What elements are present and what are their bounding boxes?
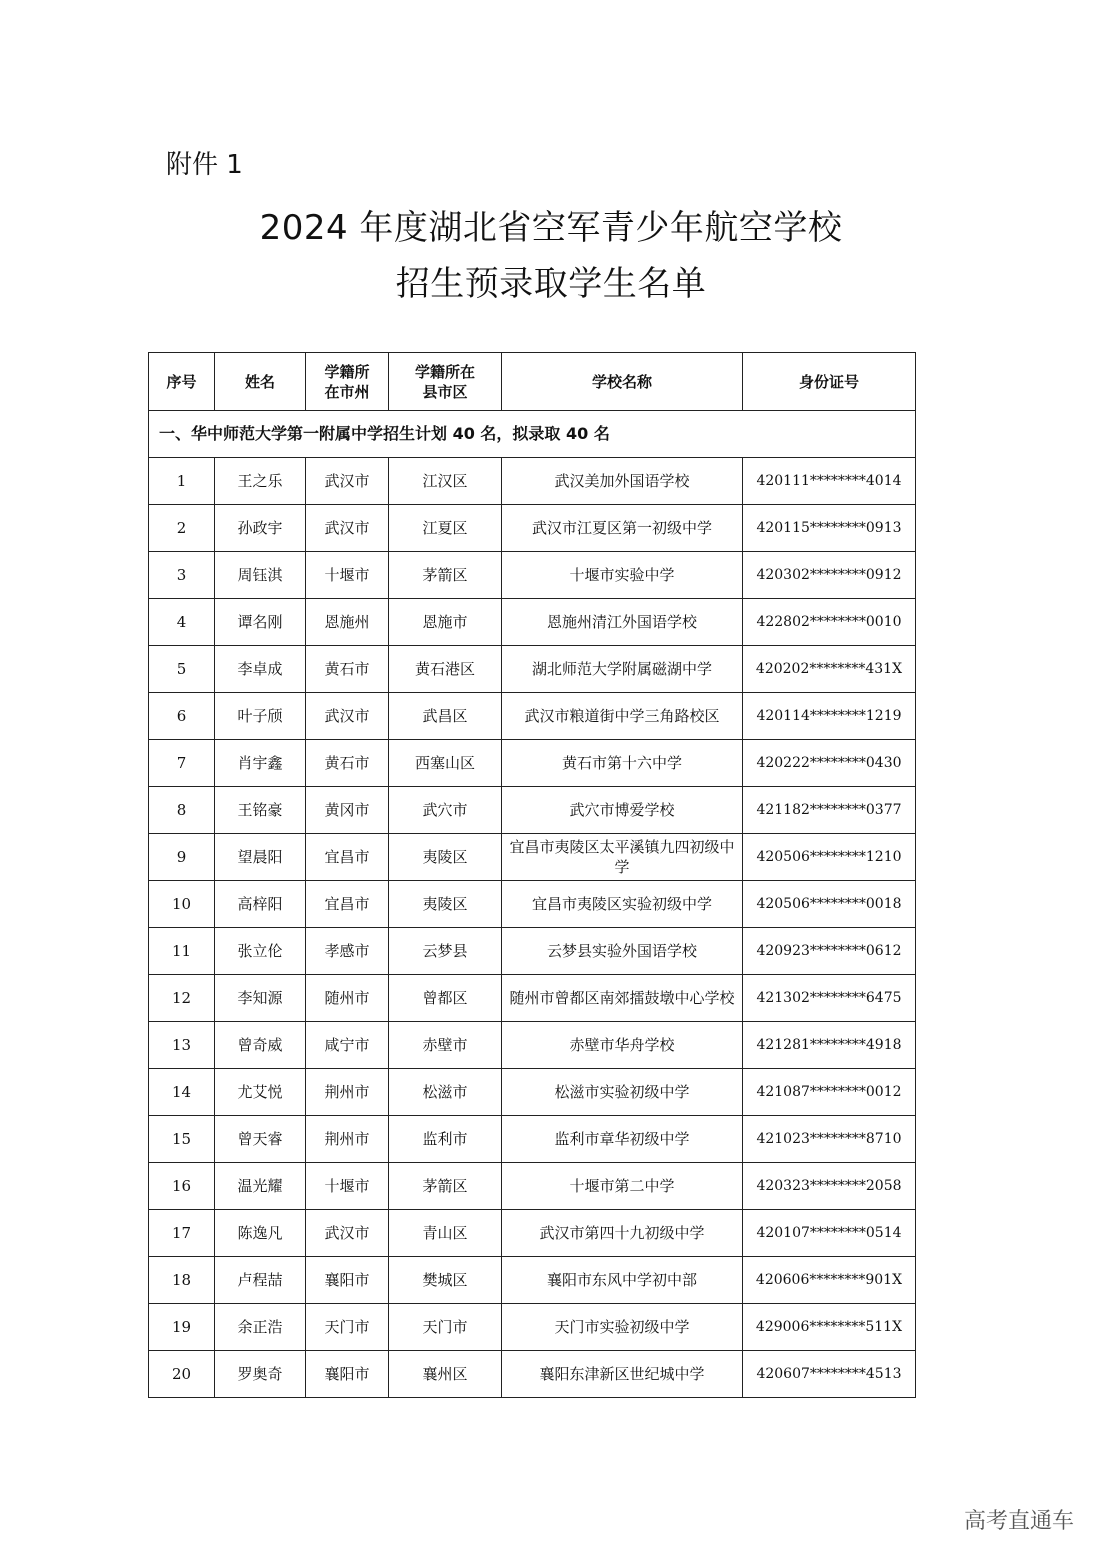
cell-county: 襄州区 xyxy=(389,1351,502,1398)
table-row xyxy=(149,693,916,740)
cell-name: 王之乐 xyxy=(215,458,306,505)
cell-county: 恩施市 xyxy=(389,599,502,646)
cell-seq: 3 xyxy=(149,552,215,599)
cell-county: 赤壁市 xyxy=(389,1022,502,1069)
cell-city: 随州市 xyxy=(306,975,389,1022)
table-row xyxy=(149,1210,916,1257)
table-header-row xyxy=(149,353,916,411)
cell-id: 421281********4918 xyxy=(743,1022,916,1069)
cell-id: 420506********1210 xyxy=(743,834,916,881)
cell-id: 420302********0912 xyxy=(743,552,916,599)
cell-seq: 13 xyxy=(149,1022,215,1069)
cell-name: 孙政宇 xyxy=(215,505,306,552)
cell-name: 余正浩 xyxy=(215,1304,306,1351)
section-title: 一、华中师范大学第一附属中学招生计划 40 名，拟录取 40 名 xyxy=(149,411,916,458)
cell-school: 十堰市第二中学 xyxy=(502,1163,743,1210)
cell-seq: 15 xyxy=(149,1116,215,1163)
cell-seq: 6 xyxy=(149,693,215,740)
attachment-label: 附件 1 xyxy=(166,150,243,180)
cell-county: 武穴市 xyxy=(389,787,502,834)
table-row xyxy=(149,1257,916,1304)
header-city xyxy=(306,353,389,411)
cell-city: 宜昌市 xyxy=(306,834,389,881)
cell-school: 武汉市第四十九初级中学 xyxy=(502,1210,743,1257)
cell-seq: 19 xyxy=(149,1304,215,1351)
table-row xyxy=(149,740,916,787)
cell-id: 420506********0018 xyxy=(743,881,916,928)
table-row xyxy=(149,458,916,505)
cell-county: 西塞山区 xyxy=(389,740,502,787)
cell-school: 襄阳市东风中学初中部 xyxy=(502,1257,743,1304)
cell-city: 天门市 xyxy=(306,1304,389,1351)
document-title: 2024 年度湖北省空军青少年航空学校 xyxy=(259,208,843,248)
cell-id: 420114********1219 xyxy=(743,693,916,740)
cell-school: 恩施州清江外国语学校 xyxy=(502,599,743,646)
cell-name: 尤艾悦 xyxy=(215,1069,306,1116)
cell-school: 松滋市实验初级中学 xyxy=(502,1069,743,1116)
cell-school: 十堰市实验中学 xyxy=(502,552,743,599)
cell-seq: 18 xyxy=(149,1257,215,1304)
cell-seq: 5 xyxy=(149,646,215,693)
table-row xyxy=(149,552,916,599)
table-row xyxy=(149,975,916,1022)
table-row xyxy=(149,1069,916,1116)
cell-county: 夷陵区 xyxy=(389,881,502,928)
cell-school: 武穴市博爱学校 xyxy=(502,787,743,834)
table-row xyxy=(149,834,916,881)
header-county-line1: 学籍所在 xyxy=(414,362,475,381)
cell-school: 宜昌市夷陵区太平溪镇九四初级中学 xyxy=(502,834,743,881)
table-row xyxy=(149,787,916,834)
cell-name: 曾天睿 xyxy=(215,1116,306,1163)
cell-id: 420323********2058 xyxy=(743,1163,916,1210)
cell-id: 420606********901X xyxy=(743,1257,916,1304)
cell-seq: 9 xyxy=(149,834,215,881)
cell-county: 江汉区 xyxy=(389,458,502,505)
cell-school: 随州市曾都区南郊擂鼓墩中心学校 xyxy=(502,975,743,1022)
cell-school: 武汉市江夏区第一初级中学 xyxy=(502,505,743,552)
table-row xyxy=(149,1351,916,1398)
cell-seq: 7 xyxy=(149,740,215,787)
cell-seq: 14 xyxy=(149,1069,215,1116)
cell-name: 高梓阳 xyxy=(215,881,306,928)
header-city-line2: 在市州 xyxy=(324,382,370,401)
header-city-line1: 学籍所 xyxy=(324,362,370,381)
cell-id: 420607********4513 xyxy=(743,1351,916,1398)
cell-id: 422802********0010 xyxy=(743,599,916,646)
cell-id: 421087********0012 xyxy=(743,1069,916,1116)
cell-seq: 8 xyxy=(149,787,215,834)
cell-city: 咸宁市 xyxy=(306,1022,389,1069)
cell-id: 420202********431X xyxy=(743,646,916,693)
cell-city: 荆州市 xyxy=(306,1069,389,1116)
cell-name: 肖宇鑫 xyxy=(215,740,306,787)
table-row xyxy=(149,505,916,552)
cell-school: 武汉美加外国语学校 xyxy=(502,458,743,505)
cell-id: 421182********0377 xyxy=(743,787,916,834)
cell-county: 黄石港区 xyxy=(389,646,502,693)
cell-seq: 20 xyxy=(149,1351,215,1398)
cell-seq: 12 xyxy=(149,975,215,1022)
cell-county: 云梦县 xyxy=(389,928,502,975)
header-name: 姓名 xyxy=(215,353,306,411)
header-seq: 序号 xyxy=(149,353,215,411)
cell-id: 420222********0430 xyxy=(743,740,916,787)
cell-county: 茅箭区 xyxy=(389,1163,502,1210)
table-row xyxy=(149,881,916,928)
cell-name: 罗奥奇 xyxy=(215,1351,306,1398)
cell-id: 420923********0612 xyxy=(743,928,916,975)
cell-name: 李卓成 xyxy=(215,646,306,693)
cell-seq: 2 xyxy=(149,505,215,552)
cell-city: 恩施州 xyxy=(306,599,389,646)
cell-school: 监利市章华初级中学 xyxy=(502,1116,743,1163)
cell-city: 黄冈市 xyxy=(306,787,389,834)
cell-school: 武汉市粮道街中学三角路校区 xyxy=(502,693,743,740)
table-row xyxy=(149,1304,916,1351)
cell-name: 李知源 xyxy=(215,975,306,1022)
section-row xyxy=(149,411,916,458)
cell-city: 襄阳市 xyxy=(306,1351,389,1398)
cell-seq: 1 xyxy=(149,458,215,505)
cell-id: 421023********8710 xyxy=(743,1116,916,1163)
header-county-line2: 县市区 xyxy=(422,382,468,401)
cell-name: 温光耀 xyxy=(215,1163,306,1210)
cell-county: 茅箭区 xyxy=(389,552,502,599)
cell-name: 曾奇威 xyxy=(215,1022,306,1069)
cell-id: 420111********4014 xyxy=(743,458,916,505)
cell-name: 卢程喆 xyxy=(215,1257,306,1304)
cell-school: 湖北师范大学附属磁湖中学 xyxy=(502,646,743,693)
document-subtitle: 招生预录取学生名单 xyxy=(395,264,707,304)
cell-name: 谭名刚 xyxy=(215,599,306,646)
table-row xyxy=(149,1022,916,1069)
cell-id: 421302********6475 xyxy=(743,975,916,1022)
cell-school: 天门市实验初级中学 xyxy=(502,1304,743,1351)
cell-city: 武汉市 xyxy=(306,505,389,552)
cell-school: 宜昌市夷陵区实验初级中学 xyxy=(502,881,743,928)
cell-county: 松滋市 xyxy=(389,1069,502,1116)
cell-county: 曾都区 xyxy=(389,975,502,1022)
cell-county: 青山区 xyxy=(389,1210,502,1257)
cell-city: 十堰市 xyxy=(306,1163,389,1210)
table-row xyxy=(149,1116,916,1163)
table-row xyxy=(149,928,916,975)
cell-id: 420107********0514 xyxy=(743,1210,916,1257)
header-id: 身份证号 xyxy=(743,353,916,411)
cell-county: 樊城区 xyxy=(389,1257,502,1304)
header-school: 学校名称 xyxy=(502,353,743,411)
cell-school: 赤壁市华舟学校 xyxy=(502,1022,743,1069)
cell-seq: 11 xyxy=(149,928,215,975)
cell-city: 襄阳市 xyxy=(306,1257,389,1304)
cell-city: 宜昌市 xyxy=(306,881,389,928)
cell-city: 十堰市 xyxy=(306,552,389,599)
table-row xyxy=(149,646,916,693)
cell-seq: 10 xyxy=(149,881,215,928)
table-row xyxy=(149,599,916,646)
cell-city: 武汉市 xyxy=(306,1210,389,1257)
cell-id: 429006********511X xyxy=(743,1304,916,1351)
cell-city: 黄石市 xyxy=(306,740,389,787)
cell-name: 叶子颀 xyxy=(215,693,306,740)
cell-county: 武昌区 xyxy=(389,693,502,740)
cell-city: 孝感市 xyxy=(306,928,389,975)
cell-name: 张立伦 xyxy=(215,928,306,975)
cell-city: 荆州市 xyxy=(306,1116,389,1163)
cell-seq: 4 xyxy=(149,599,215,646)
cell-school: 云梦县实验外国语学校 xyxy=(502,928,743,975)
cell-name: 周钰淇 xyxy=(215,552,306,599)
cell-school: 襄阳东津新区世纪城中学 xyxy=(502,1351,743,1398)
watermark-text: 高考直通车 xyxy=(963,1509,1074,1534)
table-row xyxy=(149,1163,916,1210)
cell-county: 江夏区 xyxy=(389,505,502,552)
cell-school: 黄石市第十六中学 xyxy=(502,740,743,787)
cell-seq: 17 xyxy=(149,1210,215,1257)
header-county xyxy=(389,353,502,411)
cell-seq: 16 xyxy=(149,1163,215,1210)
cell-city: 武汉市 xyxy=(306,458,389,505)
cell-city: 黄石市 xyxy=(306,646,389,693)
cell-county: 天门市 xyxy=(389,1304,502,1351)
cell-name: 王铭豪 xyxy=(215,787,306,834)
cell-name: 望晨阳 xyxy=(215,834,306,881)
cell-county: 监利市 xyxy=(389,1116,502,1163)
cell-id: 420115********0913 xyxy=(743,505,916,552)
cell-name: 陈逸凡 xyxy=(215,1210,306,1257)
cell-county: 夷陵区 xyxy=(389,834,502,881)
admission-table xyxy=(148,352,916,1398)
cell-city: 武汉市 xyxy=(306,693,389,740)
